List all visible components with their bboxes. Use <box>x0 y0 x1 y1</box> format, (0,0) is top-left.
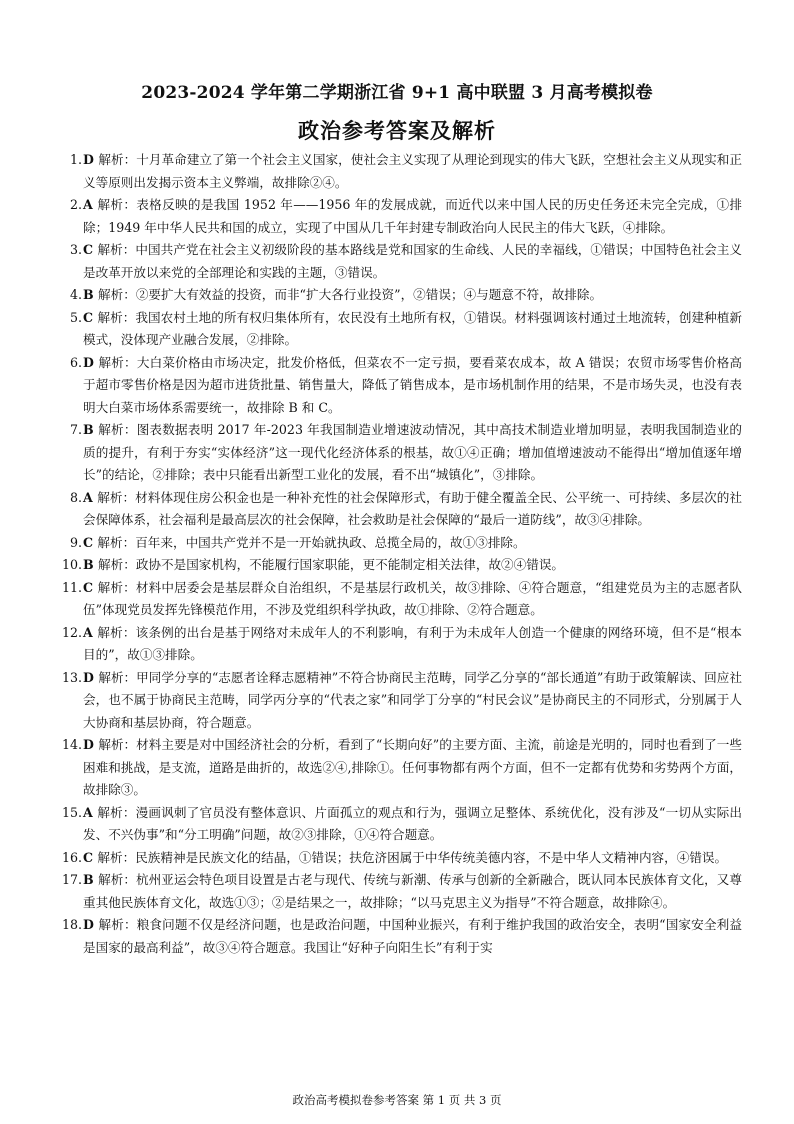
answer-letter: D <box>83 669 99 685</box>
question-number: 13. <box>62 669 83 685</box>
answer-subtitle: 政治参考答案及解析 <box>298 118 496 143</box>
answer-letter: C <box>83 849 98 865</box>
explanation-text: 解析：漫画讽刺了官员没有整体意识、片面孤立的观点和行为，强调立足整体、系统优化，没有涉及“一切从实际出发、不兴伪事”和“分工明确”问题，故②③排除，①④符合题意。 <box>83 804 742 842</box>
answer-item <box>62 734 742 802</box>
answer-item <box>62 869 742 914</box>
question-number: 6. <box>69 354 82 370</box>
question-number: 16. <box>62 849 83 865</box>
answer-letter: D <box>83 737 99 752</box>
answer-letter: A <box>83 624 98 640</box>
answer-item <box>62 419 742 487</box>
answer-letter: B <box>83 557 99 572</box>
answer-letter: D <box>83 152 99 167</box>
page-footer: 政治高考模拟卷参考答案 第 1 页 共 3 页 <box>292 1093 502 1107</box>
answer-letter: B <box>83 422 99 437</box>
answer-item <box>62 352 742 420</box>
explanation-text: 解析：民族精神是民族文化的结晶，①错误；扶危济困属于中华传统美德内容，不是中华人文精神内容，④错误。 <box>97 849 728 865</box>
explanation-text: 解析：粮食问题不仅是经济问题，也是政治问题，中国种业振兴，有利于维护我国的政治安全，表明“国家安全利益是国家的最高利益”，故③④符合题意。我国让“好种子向阳生长”有利于实 <box>83 917 742 955</box>
answer-letter: A <box>83 489 98 505</box>
question-number: 3. <box>69 242 82 257</box>
question-number: 9. <box>69 534 82 550</box>
explanation-text: 解析：该条例的出台是基于网络对未成年人的不利影响，有利于为未成年人创造一个健康的网络环境，但不是“根本目的”，故①③排除。 <box>83 624 742 662</box>
explanation-text: 解析：②要扩大有效益的投资，而非“扩大各行业投资”，②错误；④与题意不符，故排除。 <box>98 287 603 302</box>
answer-item <box>62 194 742 239</box>
question-number: 5. <box>69 309 82 325</box>
question-number: 2. <box>69 197 82 212</box>
answer-letter: A <box>83 804 98 820</box>
answer-item <box>62 622 742 667</box>
explanation-text: 解析：材料主要是对中国经济社会的分析，看到了“长期向好”的主要方面、主流，前途是光明的，同时也看到了一些困难和挑战，是支流，道路是曲折的，故选②④,排除①。任何事物都有两个方面，但不一定都有优势和劣势两个方面，故排除③。 <box>83 737 742 797</box>
answer-letter: C <box>83 534 98 550</box>
answer-letter: B <box>83 872 99 887</box>
answer-item <box>62 847 742 870</box>
answer-item <box>62 802 742 847</box>
explanation-text: 解析：十月革命建立了第一个社会主义国家，使社会主义实现了从理论到现实的伟大飞跃，空想社会主义从现实和正义等原则出发揭示资本主义弊端，故排除②④。 <box>83 152 743 190</box>
explanation-text: 解析：材料体现住房公积金也是一种补充性的社会保障形式，有助于健全覆盖全民、公平统一、可持续、多层次的社会保障体系，社会福利是最高层次的社会保障，社会救助是社会保障的“最后一道防线”，故③④排除。 <box>83 489 743 527</box>
explanation-text: 解析：图表数据表明 2017 年-2023 年我国制造业增速波动情况，其中高技术制造业增加明显，表明我国制造业的质的提升，有利于夯实“实体经济”这一现代化经济体系的根基，故①④正确；增加值增速波动不能得出“增加值逐年增长”的结论，②排除；表中只能看出新型工业化的发展，看不出“城镇化”，③排除。 <box>83 422 742 482</box>
question-number: 8. <box>69 489 82 505</box>
question-number: 15. <box>62 804 83 820</box>
explanation-text: 解析：大白菜价格由市场决定，批发价格低，但菜农不一定亏损，要看菜农成本，故 A 错误；农贸市场零售价格高于超市零售价格是因为超市进货批量、销售量大，降低了销售成本，是市场机制作用的结果，不是市场失灵，也没有表明大白菜市场体系需要统一，故排除 B 和 C。 <box>83 354 742 415</box>
question-number: 4. <box>69 287 82 302</box>
answer-letter: C <box>83 579 98 595</box>
answer-item <box>62 667 742 735</box>
answer-item <box>62 239 742 284</box>
explanation-text: 解析：甲同学分享的“志愿者诠释志愿精神”不符合协商民主范畴，同学乙分享的“部长通道”有助于政策解读、回应社会，也不属于协商民主范畴，同学丙分享的“代表之家”和同学丁分享的“村民会议”是协商民主的不同形式，分别属于人大协商和基层协商，符合题意。 <box>83 669 742 730</box>
answer-letter: D <box>83 354 99 370</box>
answer-item <box>62 554 742 577</box>
explanation-text: 解析：百年来，中国共产党并不是一开始就执政、总揽全局的，故①③排除。 <box>97 534 526 550</box>
explanation-text: 解析：表格反映的是我国 1952 年——1956 年的发展成就，而近代以来中国人民的历史任务还未完全完成，①排除；1949 年中华人民共和国的成立，实现了中国从几千年封建专制政治向人民民主的伟大飞跃，④排除。 <box>83 197 742 235</box>
explanation-text: 解析：杭州亚运会特色项目设置是古老与现代、传统与新潮、传承与创新的全新融合，既认同本民族体育文化，又尊重其他民族体育文化，故选①③；②是结果之一，故排除；“以马克思主义为指导”不符合题意，故排除④。 <box>83 872 742 910</box>
answer-item <box>62 577 742 622</box>
question-number: 14. <box>62 737 83 752</box>
explanation-text: 解析：我国农村土地的所有权归集体所有，农民没有土地所有权，①错误。材料强调该村通过土地流转，创建种植新模式，没体现产业融合发展，②排除。 <box>83 309 742 347</box>
answer-letter: A <box>83 197 98 212</box>
question-number: 17. <box>62 872 83 887</box>
explanation-text: 解析：材料中居委会是基层群众自治组织，不是基层行政机关，故③排除、④符合题意，“组建党员为主的志愿者队伍”体现党员发挥先锋模范作用，不涉及党组织科学执政，故①排除、②符合题意。 <box>83 579 742 617</box>
explanation-text: 解析：政协不是国家机构，不能履行国家职能，更不能制定相关法律，故②④错误。 <box>98 557 564 572</box>
question-number: 7. <box>69 422 82 437</box>
answer-item <box>62 532 742 555</box>
answer-letter: B <box>83 287 99 302</box>
answer-letter: C <box>83 309 98 325</box>
answer-item <box>62 149 742 194</box>
answer-letter: D <box>83 917 99 932</box>
answer-item <box>62 914 742 959</box>
exam-title: 2023-2024 学年第二学期浙江省 9+1 高中联盟 3 月高考模拟卷 <box>141 83 653 103</box>
answer-list <box>62 149 742 959</box>
answer-item <box>62 284 742 307</box>
explanation-text: 解析：中国共产党在社会主义初级阶段的基本路线是党和国家的生命线、人民的幸福线，①错误；中国特色社会主义是改革开放以来党的全部理论和实践的主题，③错误。 <box>83 242 742 280</box>
answer-item <box>62 487 742 532</box>
question-number: 18. <box>62 917 83 932</box>
question-number: 12. <box>62 624 83 640</box>
answer-item <box>62 307 742 352</box>
question-number: 11. <box>62 579 83 595</box>
answer-letter: C <box>83 242 98 257</box>
question-number: 10. <box>62 557 83 572</box>
question-number: 1. <box>69 152 82 167</box>
